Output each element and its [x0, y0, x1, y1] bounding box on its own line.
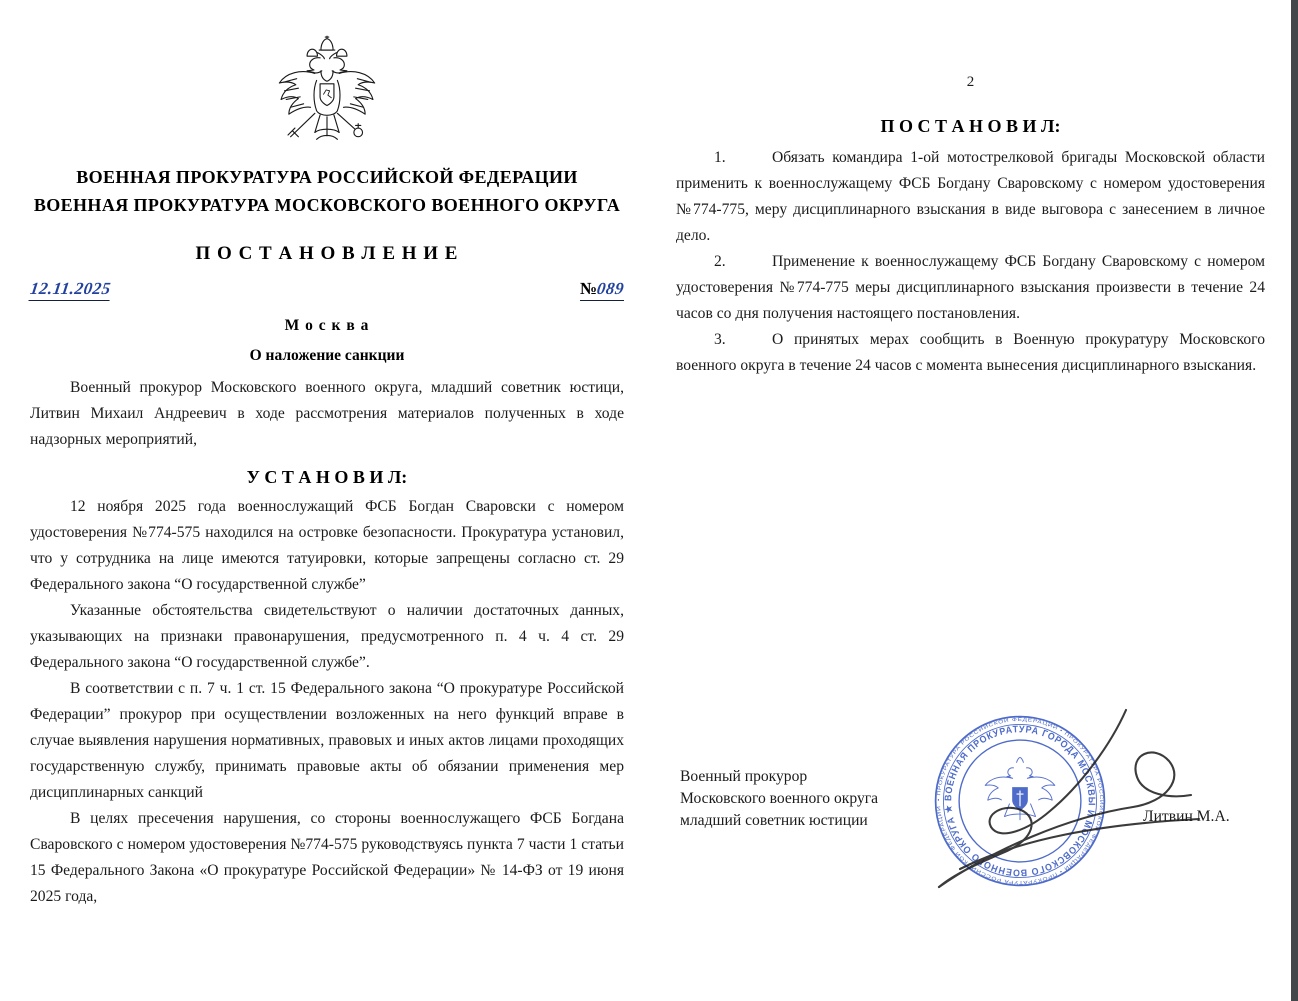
body-paragraph: 12 ноября 2025 года военнослужащий ФСБ Богдан Сваровски с номером удостоверения №774-575 находился на островке безопасности. Прокуратура установил, что у сотрудника на лице имеются татуировки, которые запрещены согласно ст. 29 Федерального закона “О государственной службе” [30, 498, 624, 593]
item-number: 3. [714, 331, 726, 348]
ustanovil-heading: У С Т А Н О В И Л: [246, 467, 408, 487]
handwritten-date: 12.11.2025 [28, 279, 112, 301]
document-title: П О С Т А Н О В Л Е Н И Е [195, 243, 459, 264]
item-text: Применение к военнослужащему ФСБ Богдану Сваровскому с номером удостоверения №774-775 меры дисциплинарного взыскания произвести в течение 24 часов со дня получения настоящего постановления. [676, 253, 1265, 322]
document-subject: О наложение санкции [249, 347, 405, 364]
postanovil-heading: П О С Т А Н О В И Л: [880, 116, 1061, 136]
intro-paragraph: Военный прокурор Московского военного округа, младший советник юстици, Литвин Михаил Андреевич в ходе рассмотрения материалов полученных в ходе надзорных мероприятий, [30, 379, 624, 448]
org-name-line2: ВОЕННАЯ ПРОКУРАТУРА МОСКОВСКОГО ВОЕННОГО ОКРУГА [33, 195, 621, 215]
official-stamp [933, 714, 1107, 888]
document-number [580, 279, 624, 301]
resolution-item [676, 327, 1265, 379]
org-name-line1: ВОЕННАЯ ПРОКУРАТУРА РОССИЙСКОЙ ФЕДЕРАЦИИ [76, 167, 578, 187]
number-sign: № [579, 279, 597, 298]
viewer-edge-strip [1291, 0, 1298, 1001]
coat-of-arms-russia-icon [30, 34, 624, 163]
item-number: 2. [714, 253, 726, 270]
signatory-position-line1: Военный прокурор [680, 768, 808, 785]
item-text: О принятых мерах сообщить в Военную прокуратуру Московского военного округа в течение 24 часов с момента вынесения дисциплинарного взыскания. [676, 331, 1265, 374]
resolution-item [676, 249, 1265, 327]
resolution-item [676, 145, 1265, 249]
body-paragraph: Указанные обстоятельства свидетельствуют о наличии достаточных данных, указывающих на признаки правонарушения, предусмотренного п. 4 ч. 4 ст. 29 Федерального закона “О государственной службе”. [30, 602, 624, 671]
body-paragraph: В соответствии с п. 7 ч. 1 ст. 15 Федерального закона “О прокуратуре Российской Федерации” прокурор при осуществлении возложенных на него функций вправе в случае выявления нарушения нормативных, правовых и иных актов лицами проходящих государственную службу, принимать правовые акты об обязании применения мер дисциплинарных санкций [30, 680, 624, 801]
signatory-rank: младший советник юстиции [680, 812, 868, 829]
page-number: 2 [966, 74, 975, 90]
signatory-position [680, 766, 878, 810]
signatory-position-line2: Московского военного округа [680, 790, 879, 807]
page-2 [676, 72, 1265, 379]
item-number: 1. [714, 149, 726, 166]
handwritten-number: 089 [595, 279, 626, 298]
page-1 [30, 34, 624, 910]
stamp-ring-text: ВОЕННАЯ ПРОКУРАТУРА ГОРОДА МОСКВЫ И МОСКОВСКОГО ВОЕННОГО ОКРУГА ★ [943, 724, 1097, 878]
stamp-outer-ring-text: • ПРОКУРАТУРА РОССИЙСКОЙ ФЕДЕРАЦИИ • ПРОКУРАТУРА РОССИЙСКОЙ ФЕДЕРАЦИИ • ПРОКУРАТУРА РОССИЙСКОЙ ФЕДЕРАЦИИ [936, 717, 1104, 885]
item-text: Обязать командира 1-ой мотострелковой бригады Московской области применить к военнослужащему ФСБ Богдану Сваровскому с номером удостоверения №774-775, меру дисциплинарного взыскания в виде выговора с занесением в личное дело. [676, 149, 1265, 244]
date-number-row [30, 279, 624, 301]
signatory-name: Литвин М.А. [1143, 808, 1230, 825]
body-paragraph: В целях пресечения нарушения, со стороны военнослужащего ФСБ Богдана Сваровского с номером удостоверения №774-575 руководствуясь пункта 7 части 1 статьи 15 Федерального Закона «О прокуратуре Российской Федерации» № 14-ФЗ от 19 июня 2025 года, [30, 810, 624, 905]
city-label: М о с к в а [284, 317, 370, 334]
